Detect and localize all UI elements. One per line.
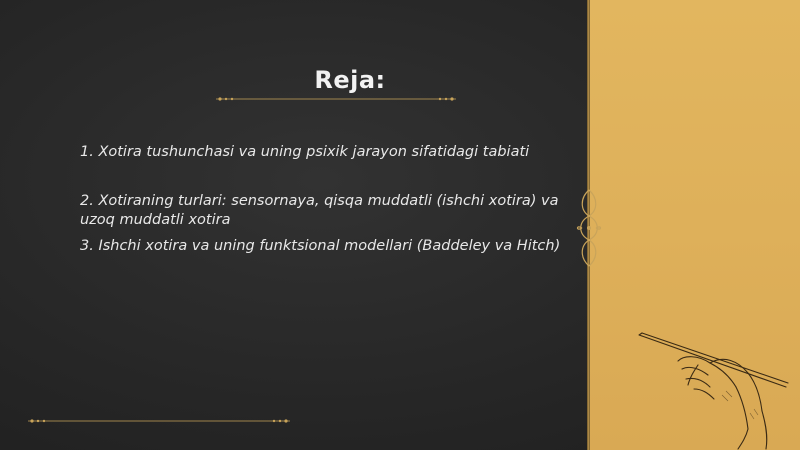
agenda-item-1: 1. Xotira tushunchasi va uning psixik jarayon sifatidagi tabiati bbox=[80, 144, 530, 160]
agenda-list bbox=[80, 143, 580, 256]
title-underline-ornament bbox=[216, 96, 456, 102]
scroll-ornament-icon bbox=[574, 188, 604, 268]
hand-with-pen-icon bbox=[638, 325, 793, 450]
agenda-item-3: 3. Ishchi xotira va uning funktsional modellari (Baddeley va Hitch) bbox=[80, 238, 561, 254]
agenda-item-2 bbox=[80, 192, 580, 230]
agenda-item-2-line2: uzoq muddatli xotira bbox=[80, 212, 231, 228]
bottom-ornament-rule bbox=[28, 418, 290, 424]
agenda-item-2-line1: 2. Xotiraning turlari: sensornaya, qisqa muddatli (ishchi xotira) va bbox=[80, 193, 559, 209]
slide-title: Reja: bbox=[314, 66, 386, 94]
